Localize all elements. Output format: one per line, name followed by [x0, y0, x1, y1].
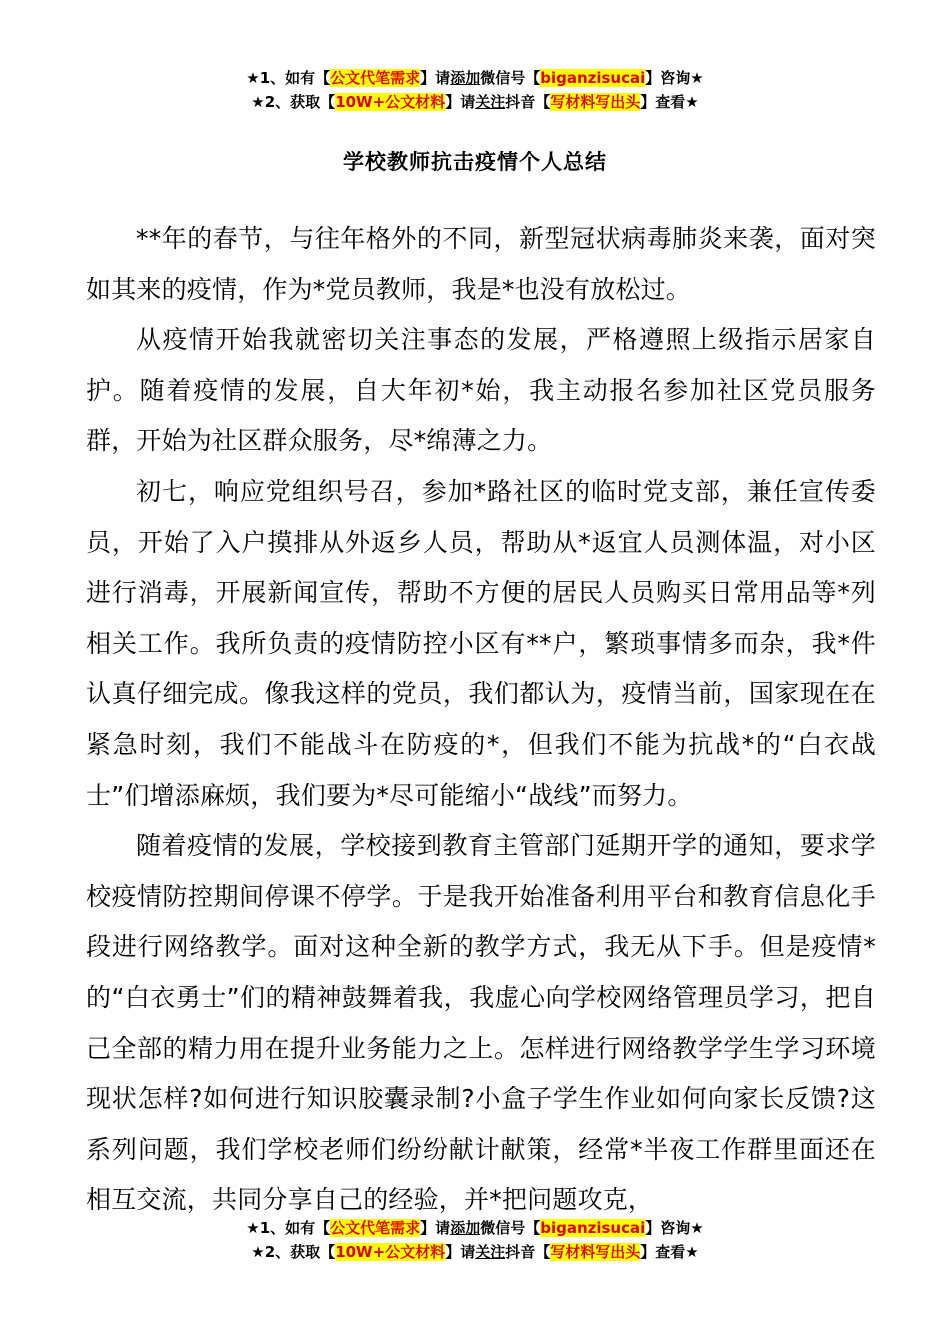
promo-text: 】查看★: [640, 1243, 699, 1261]
promo-text: 】查看★: [640, 93, 699, 111]
paragraph: 随着疫情的发展，学校接到教育主管部门延期开学的通知，要求学校疫情防控期间停课不停学。于是我开始准备利用平台和教育信息化手段进行网络教学。面对这种全新的教学方式，我无从下手。但是疫情*的“白衣勇士”们的精神鼓舞着我，我虚心向学校网络管理员学习，把自己全部的精力用在提升业务能力之上。怎样进行网络教学学生学习环境现状怎样?如何进行知识胶囊录制?小盒子学生作业如何向家长反馈?这系列问题，我们学校老师们纷纷献计献策，经常*半夜工作群里面还在相互交流，共同分享自己的经验，并*把问题攻克，: [86, 831, 876, 1215]
wechat-id-highlight: biganzisucai: [540, 69, 646, 87]
promo-line-2: [0, 1240, 950, 1264]
paragraph: **年的春节，与往年格外的不同，新型冠状病毒肺炎来袭，面对突如其来的疫情，作为*党员教师，我是*也没有放松过。: [86, 224, 876, 304]
promo-highlight: 10W+公文材料: [335, 1243, 446, 1261]
promo-underline: 添加: [450, 69, 481, 87]
promo-text: 微信号【: [480, 69, 541, 87]
promo-text: 】咨询★: [645, 69, 704, 87]
promo-text: 抖音【: [505, 93, 551, 111]
promo-highlight: 10W+公文材料: [335, 93, 446, 111]
promo-text: 】请: [420, 69, 451, 87]
promo-line-1: [0, 66, 950, 90]
promo-text: 抖音【: [505, 1243, 551, 1261]
douyin-id-highlight: 写材料写出头: [550, 93, 641, 111]
paragraph: 从疫情开始我就密切关注事态的发展，严格遵照上级指示居家自护。随着疫情的发展，自大年初*始，我主动报名参加社区党员服务群，开始为社区群众服务，尽*绵薄之力。: [86, 325, 876, 456]
promo-line-1: [0, 1216, 950, 1240]
promo-text: 】请: [445, 93, 476, 111]
promo-underline: 关注: [475, 93, 506, 111]
promo-text: ★1、如有【: [246, 1219, 331, 1237]
douyin-id-highlight: 写材料写出头: [550, 1243, 641, 1261]
promo-banner-top: [0, 66, 950, 114]
wechat-id-highlight: biganzisucai: [540, 1219, 646, 1237]
promo-text: 微信号【: [480, 1219, 541, 1237]
promo-highlight: 公文代笔需求: [330, 69, 421, 87]
promo-underline: 关注: [475, 1243, 506, 1261]
promo-text: 】咨询★: [645, 1219, 704, 1237]
promo-text: 】请: [420, 1219, 451, 1237]
document-body: [86, 214, 876, 1226]
promo-text: ★2、获取【: [251, 1243, 336, 1261]
promo-text: ★2、获取【: [251, 93, 336, 111]
promo-banner-bottom: [0, 1216, 950, 1264]
promo-text: 】请: [445, 1243, 476, 1261]
paragraph: 初七，响应党组织号召，参加*路社区的临时党支部，兼任宣传委员，开始了入户摸排从外返乡人员，帮助从*返宜人员测体温，对小区进行消毒，开展新闻宣传，帮助不方便的居民人员购买日常用品等*列相关工作。我所负责的疫情防控小区有**户，繁琐事情多而杂，我*件认真仔细完成。像我这样的党员，我们都认为，疫情当前，国家现在在紧急时刻，我们不能战斗在防疫的*，但我们不能为抗战*的“白衣战士”们增添麻烦，我们要为*尽可能缩小“战线”而努力。: [86, 476, 876, 810]
promo-highlight: 公文代笔需求: [330, 1219, 421, 1237]
promo-line-2: [0, 90, 950, 114]
promo-underline: 添加: [450, 1219, 481, 1237]
promo-text: ★1、如有【: [246, 69, 331, 87]
document-title: 学校教师抗击疫情个人总结: [343, 150, 607, 174]
